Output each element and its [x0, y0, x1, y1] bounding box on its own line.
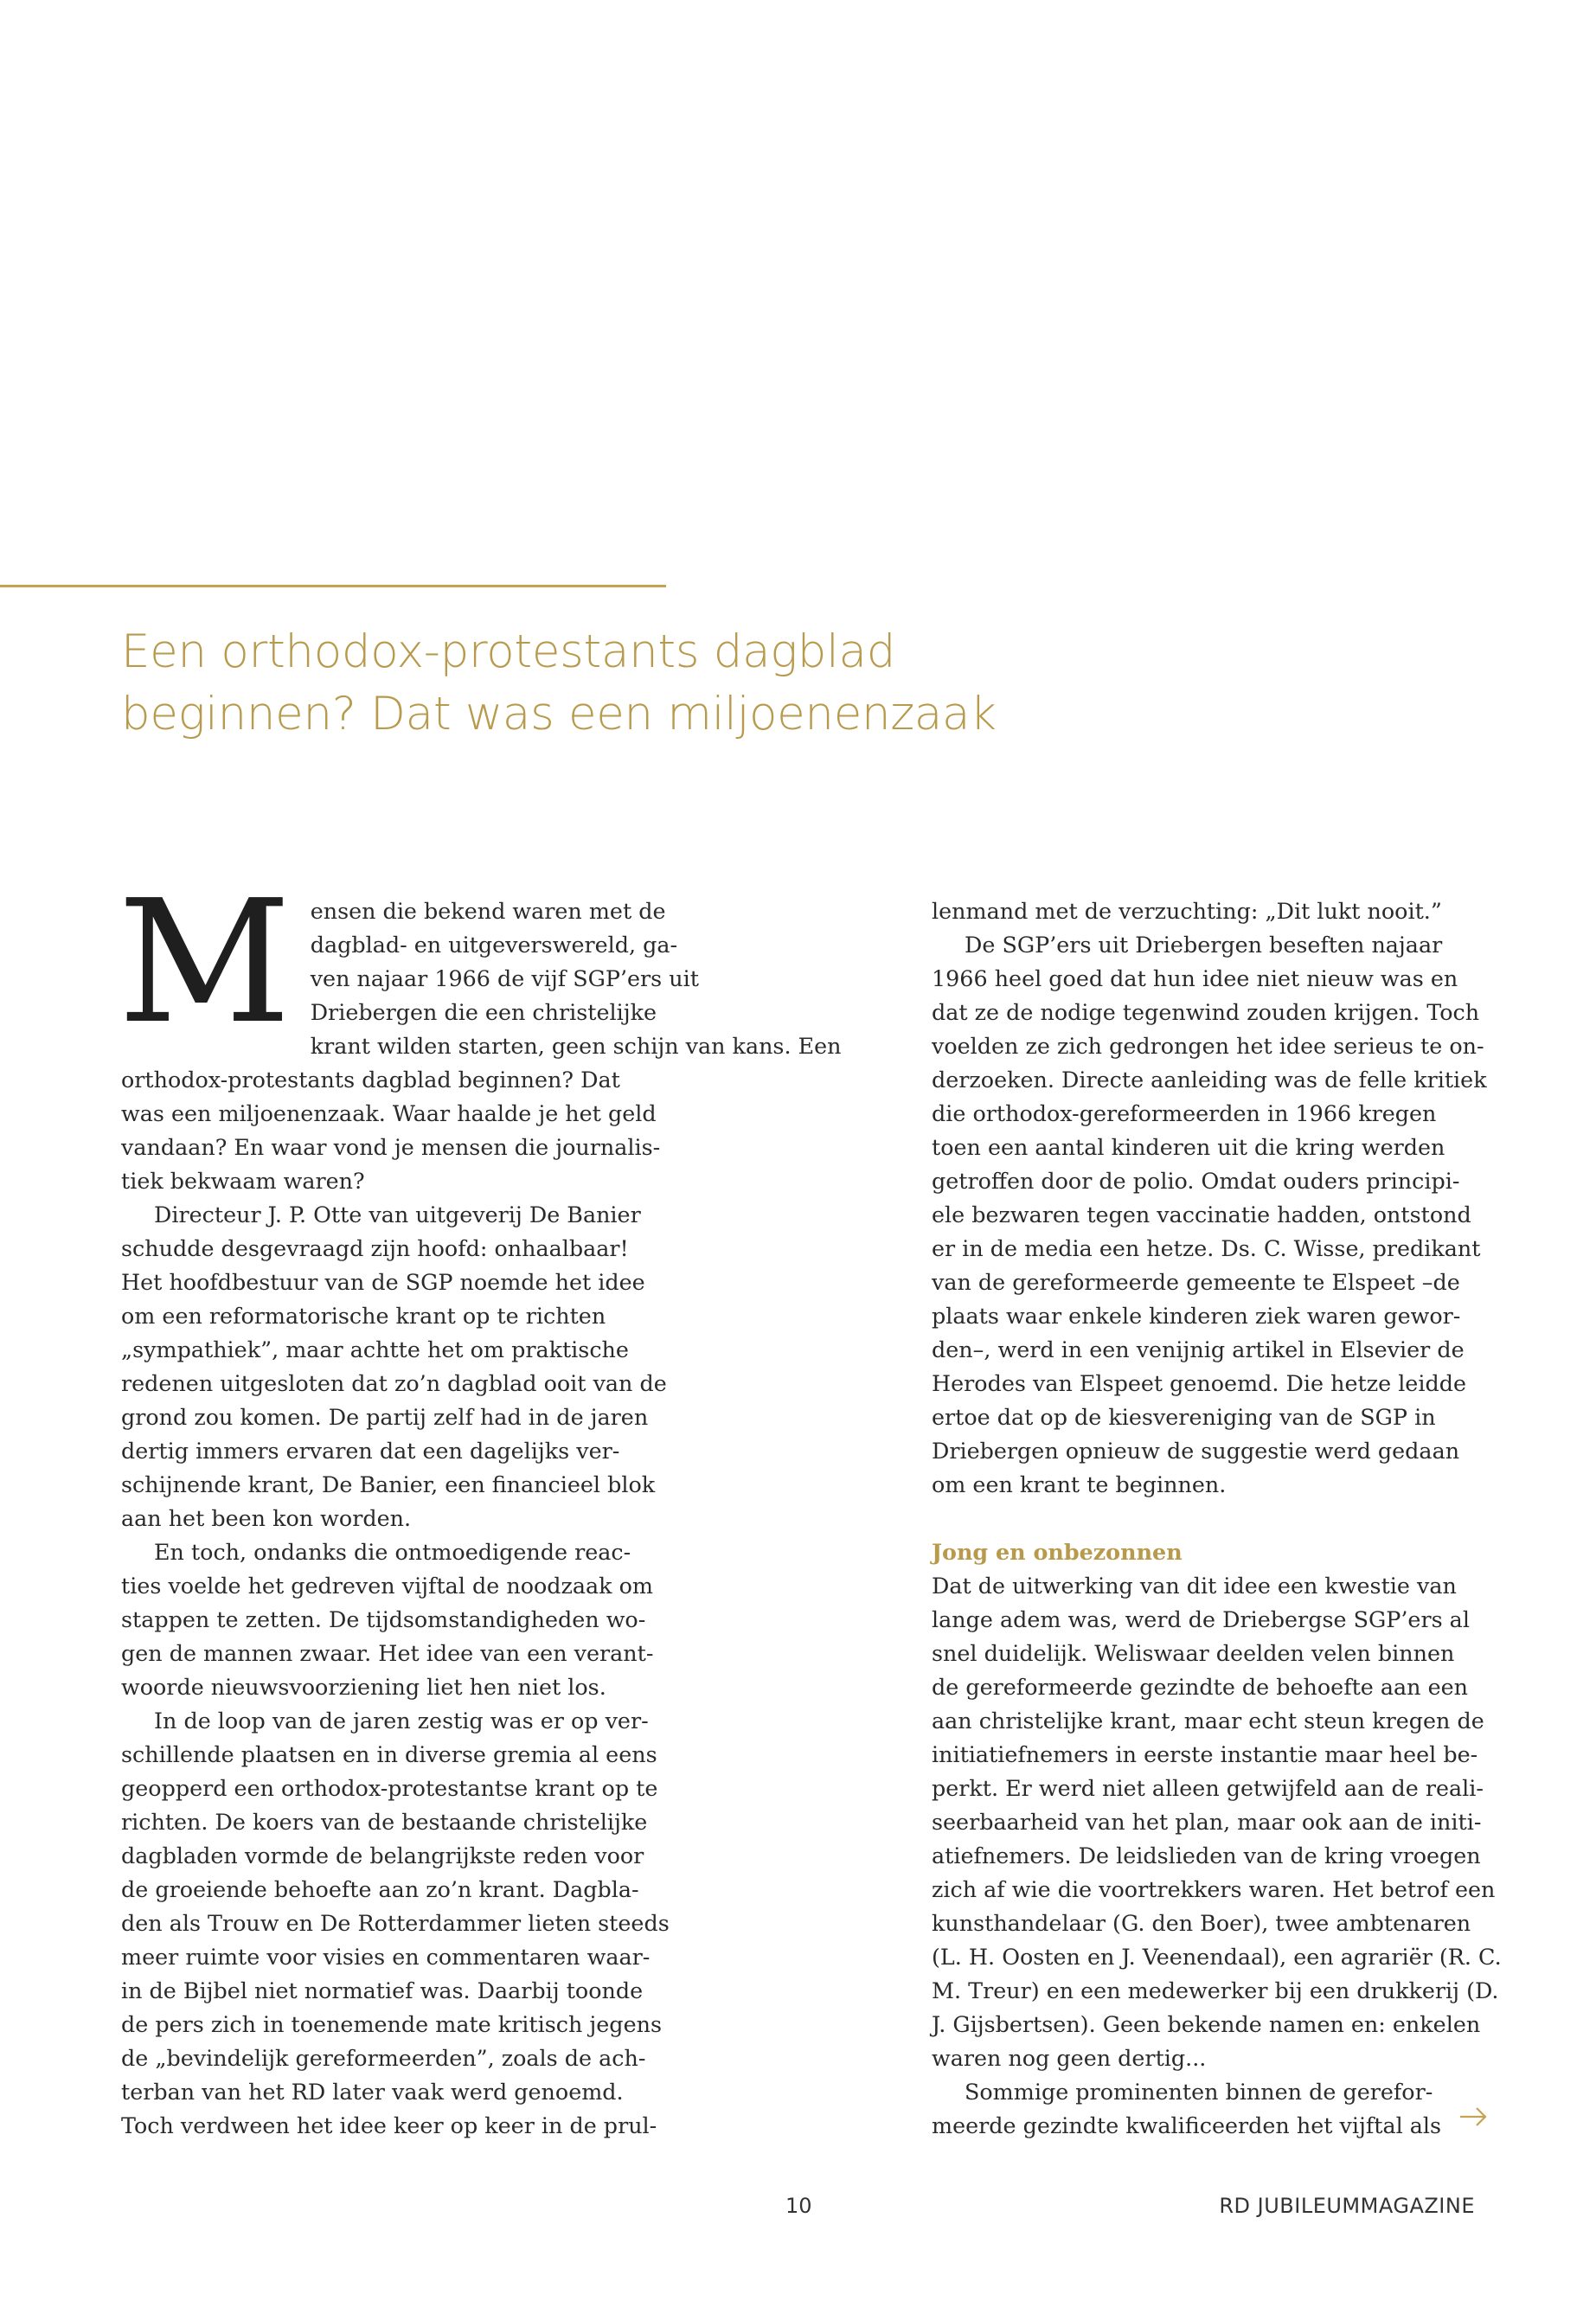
text-line: redenen uitgesloten dat zo’n dagblad ooit van de [121, 1370, 667, 1396]
text-line: er in de media een hetze. Ds. C. Wisse, predikant [932, 1235, 1481, 1261]
text-line: dagbladen vormde de belangrijkste reden voor [121, 1843, 644, 1868]
text-line: de gereformeerde gezindte de behoefte aan een [932, 1674, 1469, 1700]
text-line: 1966 heel goed dat hun idee niet nieuw was en [932, 965, 1458, 991]
text-line: Het hoofdbestuur van de SGP noemde het idee [121, 1269, 645, 1295]
text-line: Dat de uitwerking van dit idee een kwestie van [932, 1573, 1457, 1599]
text-line: tiek bekwaam waren? [121, 1168, 365, 1194]
text-line: dat ze de nodige tegenwind zouden krijgen. Toch [932, 999, 1480, 1025]
text-line: J. Gijsbertsen). Geen bekende namen en: enkelen [932, 2011, 1481, 2037]
text-line: waren nog geen dertig... [932, 2045, 1207, 2071]
text-line: zich af wie die voortrekkers waren. Het betrof een [932, 1876, 1496, 1902]
text-line: plaats waar enkele kinderen ziek waren gewor- [932, 1303, 1461, 1329]
text-line: stappen te zetten. De tijdsomstandigheden wo- [121, 1606, 646, 1632]
text-line: ele bezwaren tegen vaccinatie hadden, ontstond [932, 1202, 1471, 1227]
text-line: In de loop van de jaren zestig was er op ver- [154, 1708, 649, 1734]
text-line: initiatiefnemers in eerste instantie maar heel be- [932, 1741, 1478, 1767]
text-line: de „bevindelijk gereformeerden”, zoals de ach- [121, 2045, 646, 2071]
text-line: (L. H. Oosten en J. Veenendaal), een agrariër (R. C. [932, 1944, 1502, 1970]
text-line: lenmand met de verzuchting: „Dit lukt nooit.” [932, 898, 1442, 924]
text-line: meer ruimte voor visies en commentaren waar- [121, 1944, 651, 1970]
text-line: Toch verdween het idee keer op keer in de prul- [121, 2112, 657, 2138]
title-rule [0, 585, 666, 587]
paragraph [121, 1198, 675, 1535]
paragraph [932, 894, 1485, 928]
text-line: orthodox-protestants dagblad beginnen? Dat [121, 1067, 620, 1093]
text-line: M. Treur) en een medewerker bij een drukkerij (D. [932, 1977, 1499, 2003]
text-line: woorde nieuwsvoorziening liet hen niet los. [121, 1674, 606, 1700]
drop-cap: M [118, 864, 292, 1061]
text-line: geopperd een orthodox-protestantse krant op te [121, 1775, 658, 1801]
text-line: lange adem was, werd de Driebergse SGP’ers al [932, 1606, 1470, 1632]
text-line: Sommige prominenten binnen de gerefor- [965, 2079, 1433, 2105]
text-line: richten. De koers van de bestaande christelijke [121, 1809, 648, 1835]
paragraph [121, 1535, 675, 1704]
text-line: seerbaarheid van het plan, maar ook aan de initi- [932, 1809, 1482, 1835]
text-line: schijnende krant, De Banier, een financieel blok [121, 1471, 656, 1497]
text-line: En toch, ondanks die ontmoedigende reac- [154, 1539, 631, 1565]
text-line: om een krant te beginnen. [932, 1471, 1227, 1497]
title-line: beginnen? Dat was een miljoenenzaak [121, 688, 997, 740]
text-line: aan het been kon worden. [121, 1505, 412, 1531]
text-line: dagblad- en uitgeverswereld, ga- [310, 932, 678, 958]
text-line: die orthodox-gereformeerden in 1966 kregen [932, 1100, 1437, 1126]
text-line: vandaan? En waar vond je mensen die journalis- [121, 1134, 661, 1160]
text-line: kunsthandelaar (G. den Boer), twee ambtenaren [932, 1910, 1471, 1936]
text-line: de groeiende behoefte aan zo’n krant. Dagbla- [121, 1876, 639, 1902]
paragraph [932, 2075, 1485, 2143]
text-line: was een miljoenenzaak. Waar haalde je het geld [121, 1100, 657, 1126]
text-line: „sympathiek”, maar achtte het om praktische [121, 1336, 629, 1362]
text-line: Driebergen opnieuw de suggestie werd gedaan [932, 1438, 1460, 1464]
text-line: Directeur J. P. Otte van uitgeverij De Banier [154, 1202, 641, 1227]
text-line: ven najaar 1966 de vijf SGP’ers uit [310, 965, 699, 991]
text-line: ertoe dat op de kiesvereniging van de SGP in [932, 1404, 1436, 1430]
text-line: de pers zich in toenemende mate kritisch jegens [121, 2011, 662, 2037]
text-line: De SGP’ers uit Driebergen beseften najaar [965, 932, 1443, 958]
text-line: ties voelde het gedreven vijftal de noodzaak om [121, 1573, 653, 1599]
left-column [118, 864, 842, 2143]
text-line: schudde desgevraagd zijn hoofd: onhaalbaar! [121, 1235, 629, 1261]
text-line: snel duidelijk. Weliswaar deelden velen binnen [932, 1640, 1455, 1666]
section-subheading: Jong en onbezonnen [932, 1539, 1183, 1565]
paragraph [121, 1704, 675, 2143]
text-line: grond zou komen. De partij zelf had in de jaren [121, 1404, 649, 1430]
page-number: 10 [785, 2194, 812, 2218]
text-line: terban van het RD later vaak werd genoemd. [121, 2079, 624, 2105]
text-line: schillende plaatsen en in diverse gremia al eens [121, 1741, 657, 1767]
text-line: perkt. Er werd niet alleen getwijfeld aan de reali- [932, 1775, 1484, 1801]
text-line: meerde gezindte kwalificeerden het vijftal als [932, 2112, 1442, 2138]
text-line: aan christelijke krant, maar echt steun kregen de [932, 1708, 1484, 1734]
arrow-right-icon[interactable] [1458, 2106, 1488, 2128]
text-line: om een reformatorische krant op te richten [121, 1303, 606, 1329]
text-line: van de gereformeerde gemeente te Elspeet –de [932, 1269, 1460, 1295]
text-line: dertig immers ervaren dat een dagelijks ver- [121, 1438, 620, 1464]
paragraph [118, 864, 842, 1198]
text-line: den als Trouw en De Rotterdammer lieten steeds [121, 1910, 670, 1936]
right-column [932, 894, 1502, 2143]
paragraph [932, 1569, 1502, 2075]
text-line: gen de mannen zwaar. Het idee van een verant- [121, 1640, 654, 1666]
text-line: getroffen door de polio. Omdat ouders principi- [932, 1168, 1460, 1194]
text-line: Driebergen die een christelijke [310, 999, 657, 1025]
title-line: Een orthodox-protestants dagblad [121, 625, 896, 678]
text-line: ensen die bekend waren met de [310, 898, 666, 924]
text-line: krant wilden starten, geen schijn van kans. Een [310, 1033, 842, 1059]
text-line: in de Bijbel niet normatief was. Daarbij toonde [121, 1977, 644, 2003]
paragraph [932, 928, 1485, 1502]
text-line: Herodes van Elspeet genoemd. Die hetze leidde [932, 1370, 1466, 1396]
text-line: den–, werd in een venijnig artikel in Elsevier de [932, 1336, 1465, 1362]
text-line: voelden ze zich gedrongen het idee serieus te on- [932, 1033, 1484, 1059]
article-title [121, 621, 1159, 746]
text-line: atiefnemers. De leidslieden van de kring vroegen [932, 1843, 1481, 1868]
text-line: toen een aantal kinderen uit die kring werden [932, 1134, 1445, 1160]
magazine-name: RD JUBILEUMMAGAZINE [1219, 2194, 1475, 2218]
text-line: derzoeken. Directe aanleiding was de felle kritiek [932, 1067, 1487, 1093]
